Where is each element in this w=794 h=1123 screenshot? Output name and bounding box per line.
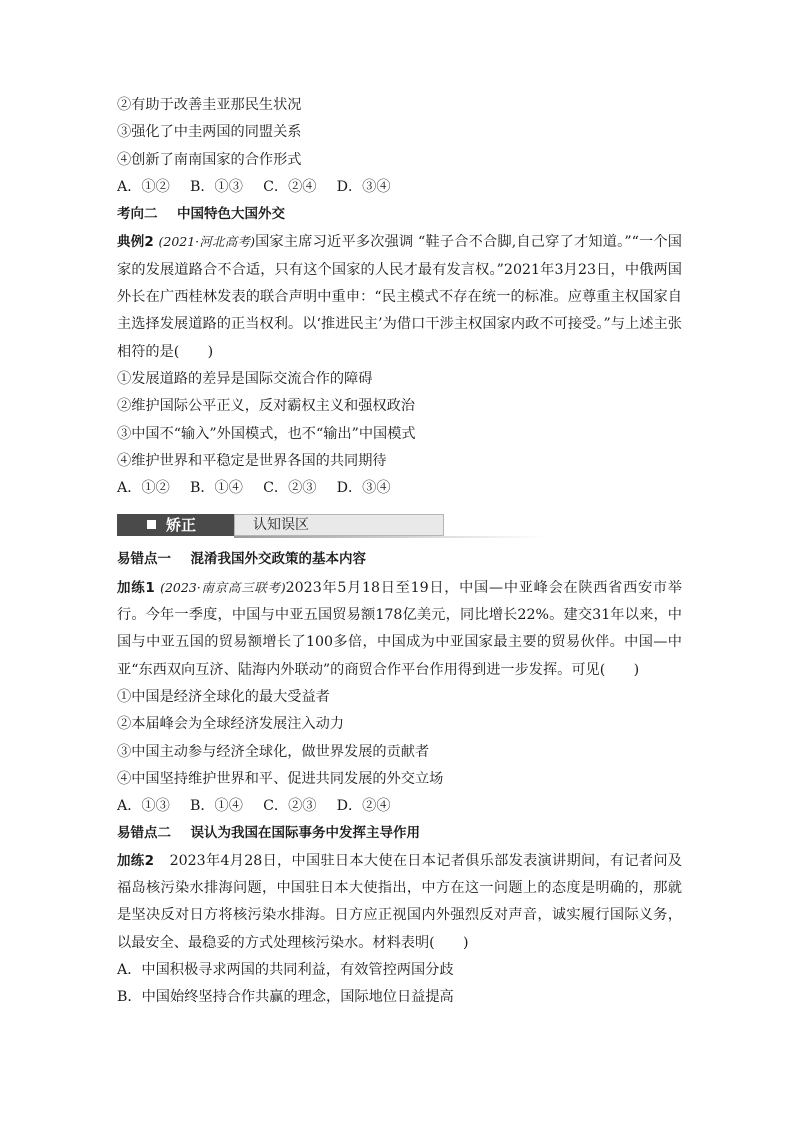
option-line: A．中国积极寻求两国的共同利益，有效管控两国分歧	[117, 961, 454, 978]
option-line: ③中国主动参与经济全球化，做世界发展的贡献者	[117, 743, 430, 760]
question-text: 国家主席习近平多次强调 “鞋子合不合脚,自己穿了才知道。”“一个国家的发展道路合不合适，只有这个国家的人民才最有发言权。”2021年3月23日，中俄两国外长在广西桂林发表的联合声明中重申：“民主模式不存在统一的标准。应尊重主权国家自主选择发展道路的正当权利。以‘推进民主’为借口干涉主权国家内政不可接受。”与上述主张相符的是( )	[117, 234, 682, 360]
banner-underline	[234, 536, 546, 538]
question-stem	[117, 574, 682, 684]
option-line: ③中国不“输入”外国模式，也不“输出”中国模式	[117, 425, 416, 442]
error-point-heading	[117, 546, 682, 573]
error-label: 易错点二	[117, 825, 171, 842]
option-line: ④维护世界和平稳定是世界各国的共同期待	[117, 452, 387, 469]
banner-dark-label: 矫正	[166, 516, 197, 535]
option-line: ④创新了南南国家的合作形式	[117, 151, 302, 168]
question-label: 加练1	[117, 579, 155, 596]
question-label: 典例2	[117, 234, 154, 251]
choice-c: C．②④	[263, 178, 317, 195]
choice-c: C．②③	[263, 480, 317, 497]
choice-c: C．②③	[263, 798, 317, 815]
question-stem	[117, 848, 682, 957]
question-stem	[117, 228, 682, 365]
option-line: ①中国是经济全球化的最大受益者	[117, 688, 330, 705]
question-text: 2023年5月18日至19日，中国—中亚峰会在陕西省西安市举行。今年一季度，中国与中亚五国贸易额178亿美元，同比增长22%。建交31年以来，中国与中亚五国的贸易额增长了100多倍，中国成为中亚国家最主要的贸易伙伴。中国—中亚“东西双向互济、陆海内外联动”的商贸合作平台作用得到进一步发挥。可见( )	[117, 579, 682, 678]
section-heading	[117, 201, 682, 228]
question-source: (2021·河北高考)	[158, 234, 255, 250]
section-title: 中国特色大国外交	[177, 206, 286, 223]
choice-b: B．①④	[189, 480, 243, 497]
option-line: ④中国坚持维护世界和平、促进共同发展的外交立场	[117, 770, 444, 787]
answer-choices	[117, 793, 682, 820]
option-line: ①发展道路的差异是国际交流合作的障碍	[117, 370, 373, 387]
option-line: ②有助于改善圭亚那民生状况	[117, 97, 302, 113]
question-text: 2023年4月28日，中国驻日本大使在日本记者俱乐部发表演讲期间，有记者问及福岛核污染水排海问题，中国驻日本大使指出，中方在这一问题上的态度是明确的，那就是坚决反对日方将核污染水排海。日方应正视国内外强烈反对声音，诚实履行国际义务，以最安全、最稳妥的方式处理核污染水。材料表明( )	[117, 852, 682, 951]
error-point-heading	[117, 820, 682, 847]
option-line: ③强化了中圭两国的同盟关系	[117, 124, 302, 141]
choice-a: A．①②	[117, 480, 170, 497]
section-banner	[117, 512, 435, 538]
choice-d: D．③④	[336, 480, 391, 497]
error-title: 混淆我国外交政策的基本内容	[190, 551, 367, 568]
square-bullet-icon	[147, 520, 156, 529]
error-label: 易错点一	[117, 551, 171, 568]
option-line: B．中国始终坚持合作共赢的理念，国际地位日益提高	[117, 989, 454, 1006]
error-title: 误认为我国在国际事务中发挥主导作用	[190, 825, 421, 842]
document-page	[117, 92, 682, 1012]
banner-light-label: 认知误区	[253, 517, 309, 534]
option-line: ②本届峰会为全球经济发展注入动力	[117, 716, 345, 733]
choice-b: B．①③	[189, 178, 243, 195]
answer-choices	[117, 174, 682, 201]
section-label: 考向二	[117, 206, 158, 223]
choice-a: A．①③	[117, 798, 170, 815]
question-label: 加练2	[117, 852, 154, 869]
answer-choices	[117, 475, 682, 502]
choice-d: D．③④	[336, 178, 391, 195]
choice-a: A．①②	[117, 178, 170, 195]
option-line: ②维护国际公平正义，反对霸权主义和强权政治	[117, 398, 415, 415]
choice-d: D．②④	[336, 798, 391, 815]
question-source: (2023·南京高三联考)	[160, 579, 286, 595]
choice-b: B．①④	[189, 798, 243, 815]
